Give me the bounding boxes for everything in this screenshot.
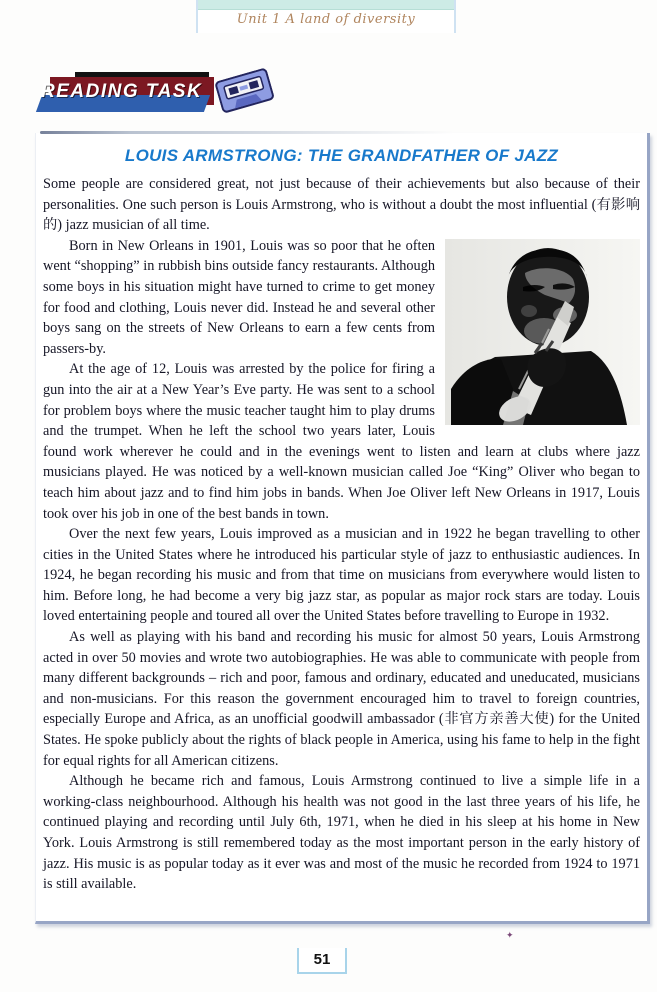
article-paragraph: Although he became rich and famous, Louis Armstrong continued to live a simple life in a working-class neighbourhood. Although his health was not good in the last three years of his life, he continued playing and recording until July 6th, 1971, when he died in his sleep at his home in New York. Louis Armstrong is still remembered today as the most important person in the early history of jazz. His music is as popular today as it ever was and most of the music he recorded from 1924 to 1971 is still available. [43, 773, 640, 893]
reading-passage-card [35, 133, 650, 924]
print-mark: ✦ [506, 930, 514, 940]
article-paragraph: Born in New Orleans in 1901, Louis was so poor that he often went “shopping” in rubbish bins outside fancy restaurants. Although some boys in his situation might have turned to crime to get money for food and clothing, Louis never did. Instead he and several other boys sang on the streets of New Orleans to earn a few cents from passers-by. [43, 237, 435, 357]
article [43, 146, 640, 895]
article-paragraph: Over the next few years, Louis improved as a musician and in 1922 he began travelling to other cities in the United States where he introduced his particular style of jazz to enthusiastic audiences. In 1924, he began recording his music and from that time on musicians from everywhere would listen to him. Before long, he had become a very big jazz star, as popular as major rock stars are today. Louis loved entertaining people and toured all over the United States before travelling to Europe in 1932. [43, 526, 640, 625]
article-paragraph: At the age of 12, Louis was arrested by the police for firing a gun into the air at a New Year’s Eve party. He was sent to a school for problem boys where the music teacher taught him to play drums and the trumpet. When he left the school two years later, Louis found work wherever he could and in the evenings went to listen and learn at clubs where jazz musicians played. He was noticed by a well-known musician called Joe “King” Oliver who began to teach him about jazz and to find him jobs in bands. When Joe Oliver left New Orleans in 1917, Louis took over his job in one of the best bands in town. [43, 361, 640, 522]
section-title: READING TASK [41, 81, 203, 102]
article-paragraph: As well as playing with his band and recording his music for almost 50 years, Louis Armstrong acted in over 50 movies and wrote two autobiographies. He was able to communicate with people from many different backgrounds – rich and poor, famous and ordinary, educated and uneducated, musicians and non-musicians. For this reason the government encouraged him to travel to foreign countries, especially Europe and Africa, as an unofficial goodwill ambassador (非官方亲善大使) for the United States. He spoke publicly about the rights of black people in America, using his fame to help in the fight for equal rights for all American citizens. [43, 629, 640, 769]
unit-banner-strip [198, 0, 454, 10]
page-number: 51 [297, 948, 347, 974]
unit-banner [196, 0, 456, 33]
card-top-rule [40, 131, 490, 134]
louis-armstrong-photo [445, 239, 640, 425]
article-title: LOUIS ARMSTRONG: THE GRANDFATHER OF JAZZ [124, 146, 559, 165]
unit-banner-title: Unit 1 A land of diversity [236, 12, 416, 27]
article-paragraph: Some people are considered great, not just because of their achievements but also because of their personalities. One such person is Louis Armstrong, who is without a doubt the most influential (有影响的) jazz musician of all time. [43, 176, 640, 234]
